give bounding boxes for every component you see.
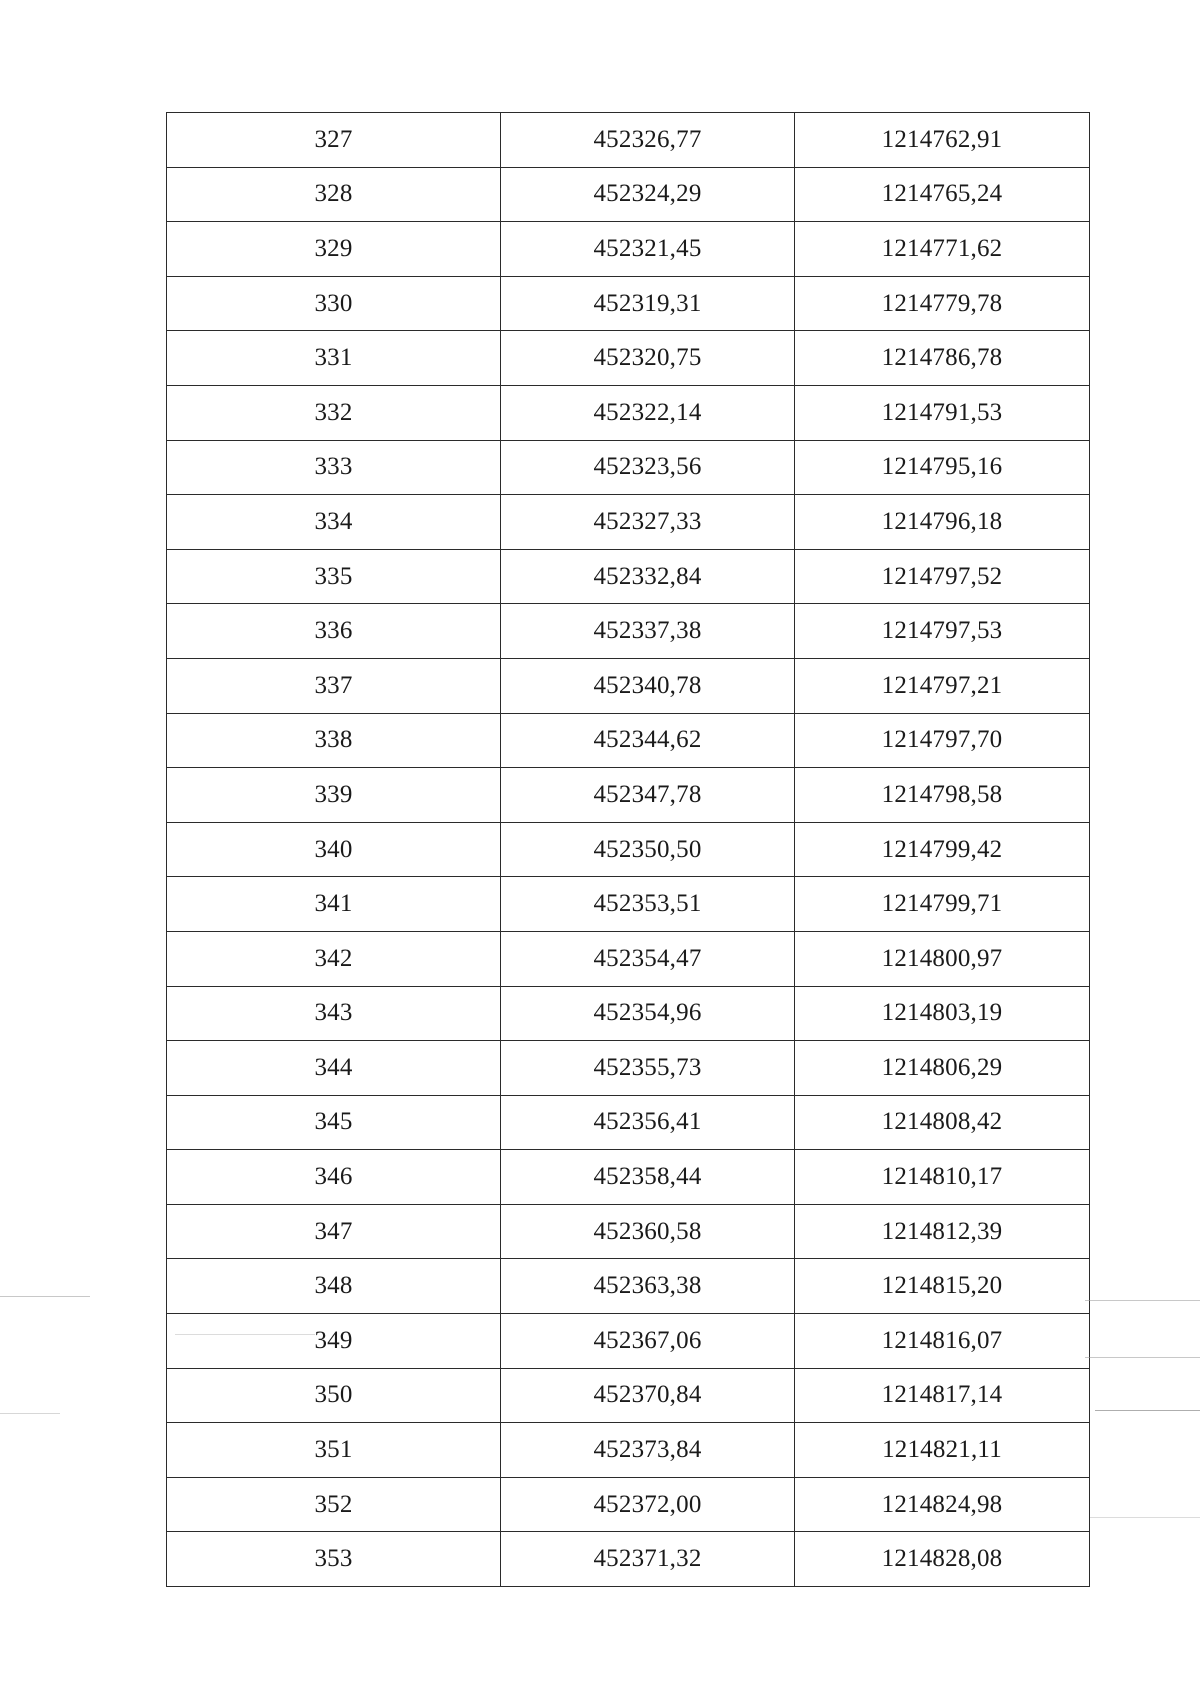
point-number-cell: 334 bbox=[167, 495, 501, 550]
point-number-cell: 338 bbox=[167, 713, 501, 768]
y-coordinate-cell: 1214800,97 bbox=[795, 931, 1090, 986]
y-coordinate-cell: 1214765,24 bbox=[795, 167, 1090, 222]
y-coordinate-cell: 1214817,14 bbox=[795, 1368, 1090, 1423]
x-coordinate-cell: 452358,44 bbox=[501, 1150, 795, 1205]
x-coordinate-cell: 452347,78 bbox=[501, 768, 795, 823]
y-coordinate-cell: 1214799,71 bbox=[795, 877, 1090, 932]
table-row bbox=[167, 222, 1090, 277]
x-coordinate-cell: 452363,38 bbox=[501, 1259, 795, 1314]
point-number-cell: 352 bbox=[167, 1477, 501, 1532]
table-row bbox=[167, 931, 1090, 986]
point-number-cell: 341 bbox=[167, 877, 501, 932]
table-row bbox=[167, 658, 1090, 713]
point-number-cell: 328 bbox=[167, 167, 501, 222]
scan-artifact bbox=[1090, 1517, 1200, 1518]
scan-artifact bbox=[1085, 1300, 1200, 1301]
y-coordinate-cell: 1214795,16 bbox=[795, 440, 1090, 495]
point-number-cell: 346 bbox=[167, 1150, 501, 1205]
x-coordinate-cell: 452372,00 bbox=[501, 1477, 795, 1532]
y-coordinate-cell: 1214824,98 bbox=[795, 1477, 1090, 1532]
point-number-cell: 340 bbox=[167, 822, 501, 877]
x-coordinate-cell: 452344,62 bbox=[501, 713, 795, 768]
y-coordinate-cell: 1214816,07 bbox=[795, 1314, 1090, 1369]
y-coordinate-cell: 1214828,08 bbox=[795, 1532, 1090, 1587]
x-coordinate-cell: 452321,45 bbox=[501, 222, 795, 277]
table-row bbox=[167, 440, 1090, 495]
y-coordinate-cell: 1214815,20 bbox=[795, 1259, 1090, 1314]
y-coordinate-cell: 1214796,18 bbox=[795, 495, 1090, 550]
y-coordinate-cell: 1214791,53 bbox=[795, 385, 1090, 440]
x-coordinate-cell: 452373,84 bbox=[501, 1423, 795, 1478]
x-coordinate-cell: 452356,41 bbox=[501, 1095, 795, 1150]
coordinates-table bbox=[166, 112, 1090, 1587]
x-coordinate-cell: 452370,84 bbox=[501, 1368, 795, 1423]
table-row bbox=[167, 167, 1090, 222]
point-number-cell: 336 bbox=[167, 604, 501, 659]
x-coordinate-cell: 452360,58 bbox=[501, 1204, 795, 1259]
point-number-cell: 351 bbox=[167, 1423, 501, 1478]
table-row bbox=[167, 1259, 1090, 1314]
table-row bbox=[167, 1423, 1090, 1478]
x-coordinate-cell: 452324,29 bbox=[501, 167, 795, 222]
table-row bbox=[167, 604, 1090, 659]
point-number-cell: 333 bbox=[167, 440, 501, 495]
table-row bbox=[167, 1314, 1090, 1369]
point-number-cell: 347 bbox=[167, 1204, 501, 1259]
point-number-cell: 345 bbox=[167, 1095, 501, 1150]
x-coordinate-cell: 452322,14 bbox=[501, 385, 795, 440]
table-row bbox=[167, 877, 1090, 932]
point-number-cell: 343 bbox=[167, 986, 501, 1041]
table-row bbox=[167, 1204, 1090, 1259]
x-coordinate-cell: 452355,73 bbox=[501, 1041, 795, 1096]
scan-artifact bbox=[175, 1334, 315, 1335]
y-coordinate-cell: 1214797,21 bbox=[795, 658, 1090, 713]
table-row bbox=[167, 276, 1090, 331]
y-coordinate-cell: 1214821,11 bbox=[795, 1423, 1090, 1478]
scan-artifact bbox=[1085, 1357, 1200, 1358]
y-coordinate-cell: 1214803,19 bbox=[795, 986, 1090, 1041]
table-row bbox=[167, 385, 1090, 440]
table-row bbox=[167, 1041, 1090, 1096]
y-coordinate-cell: 1214762,91 bbox=[795, 113, 1090, 168]
table-row bbox=[167, 986, 1090, 1041]
scan-artifact bbox=[1095, 1410, 1200, 1411]
y-coordinate-cell: 1214808,42 bbox=[795, 1095, 1090, 1150]
table-row bbox=[167, 1532, 1090, 1587]
point-number-cell: 327 bbox=[167, 113, 501, 168]
x-coordinate-cell: 452340,78 bbox=[501, 658, 795, 713]
point-number-cell: 330 bbox=[167, 276, 501, 331]
y-coordinate-cell: 1214797,52 bbox=[795, 549, 1090, 604]
coordinates-table-body bbox=[167, 113, 1090, 1587]
x-coordinate-cell: 452319,31 bbox=[501, 276, 795, 331]
table-row bbox=[167, 713, 1090, 768]
table-row bbox=[167, 768, 1090, 823]
point-number-cell: 337 bbox=[167, 658, 501, 713]
y-coordinate-cell: 1214799,42 bbox=[795, 822, 1090, 877]
table-row bbox=[167, 1095, 1090, 1150]
y-coordinate-cell: 1214786,78 bbox=[795, 331, 1090, 386]
point-number-cell: 332 bbox=[167, 385, 501, 440]
y-coordinate-cell: 1214798,58 bbox=[795, 768, 1090, 823]
x-coordinate-cell: 452371,32 bbox=[501, 1532, 795, 1587]
y-coordinate-cell: 1214812,39 bbox=[795, 1204, 1090, 1259]
table-row bbox=[167, 1477, 1090, 1532]
point-number-cell: 331 bbox=[167, 331, 501, 386]
y-coordinate-cell: 1214797,70 bbox=[795, 713, 1090, 768]
y-coordinate-cell: 1214797,53 bbox=[795, 604, 1090, 659]
x-coordinate-cell: 452353,51 bbox=[501, 877, 795, 932]
scan-artifact bbox=[0, 1296, 90, 1297]
x-coordinate-cell: 452354,96 bbox=[501, 986, 795, 1041]
point-number-cell: 348 bbox=[167, 1259, 501, 1314]
y-coordinate-cell: 1214806,29 bbox=[795, 1041, 1090, 1096]
x-coordinate-cell: 452320,75 bbox=[501, 331, 795, 386]
table-row bbox=[167, 495, 1090, 550]
x-coordinate-cell: 452354,47 bbox=[501, 931, 795, 986]
table-row bbox=[167, 822, 1090, 877]
table-row bbox=[167, 113, 1090, 168]
point-number-cell: 353 bbox=[167, 1532, 501, 1587]
point-number-cell: 342 bbox=[167, 931, 501, 986]
point-number-cell: 335 bbox=[167, 549, 501, 604]
x-coordinate-cell: 452327,33 bbox=[501, 495, 795, 550]
scan-artifact bbox=[0, 1413, 60, 1414]
x-coordinate-cell: 452323,56 bbox=[501, 440, 795, 495]
x-coordinate-cell: 452367,06 bbox=[501, 1314, 795, 1369]
x-coordinate-cell: 452337,38 bbox=[501, 604, 795, 659]
table-row bbox=[167, 1150, 1090, 1205]
point-number-cell: 339 bbox=[167, 768, 501, 823]
y-coordinate-cell: 1214810,17 bbox=[795, 1150, 1090, 1205]
point-number-cell: 349 bbox=[167, 1314, 501, 1369]
x-coordinate-cell: 452332,84 bbox=[501, 549, 795, 604]
table-row bbox=[167, 1368, 1090, 1423]
x-coordinate-cell: 452326,77 bbox=[501, 113, 795, 168]
y-coordinate-cell: 1214779,78 bbox=[795, 276, 1090, 331]
point-number-cell: 344 bbox=[167, 1041, 501, 1096]
point-number-cell: 350 bbox=[167, 1368, 501, 1423]
x-coordinate-cell: 452350,50 bbox=[501, 822, 795, 877]
y-coordinate-cell: 1214771,62 bbox=[795, 222, 1090, 277]
table-row bbox=[167, 331, 1090, 386]
table-row bbox=[167, 549, 1090, 604]
point-number-cell: 329 bbox=[167, 222, 501, 277]
